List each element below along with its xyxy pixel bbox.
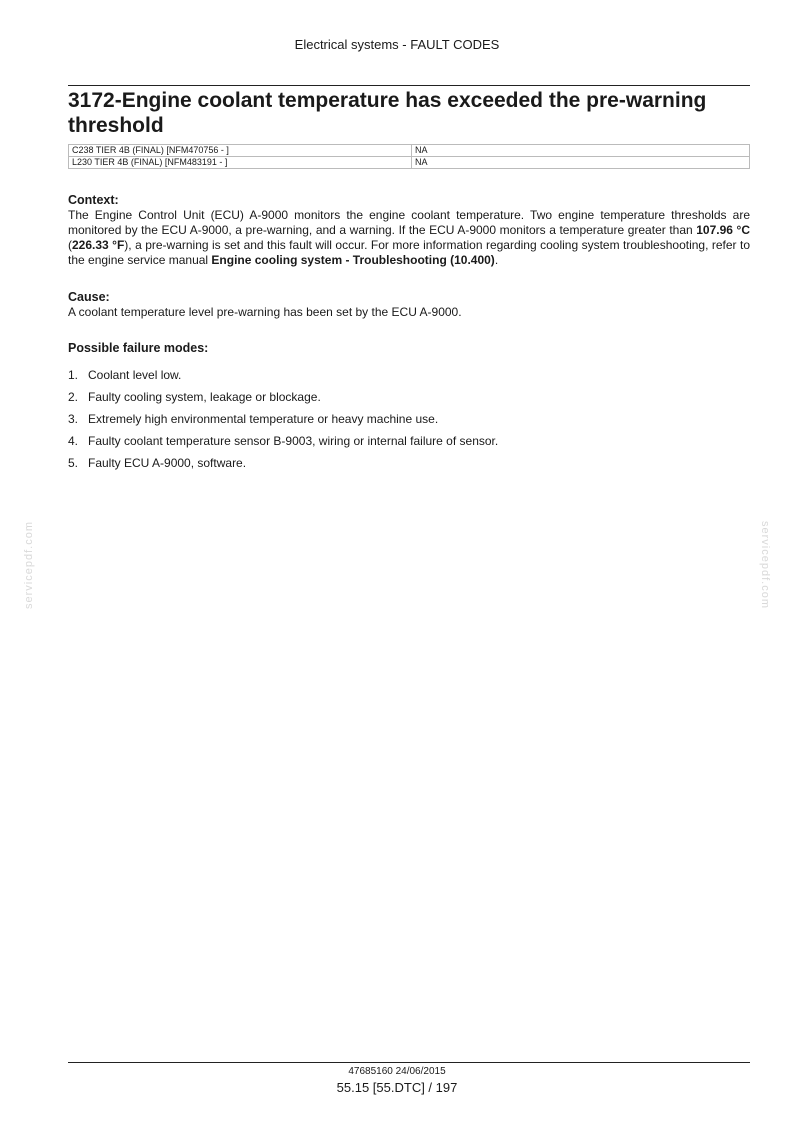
- failure-modes-heading: Possible failure modes:: [68, 341, 209, 355]
- list-item: [68, 456, 750, 478]
- list-item-number: 2.: [68, 390, 79, 404]
- list-item-text: Faulty ECU A-9000, software.: [88, 456, 247, 470]
- list-item: [68, 368, 750, 390]
- table-row: [69, 157, 750, 169]
- context-heading: Context:: [68, 193, 119, 207]
- bottom-divider: [68, 1062, 750, 1063]
- context-section: [68, 193, 750, 268]
- manual-reference: Engine cooling system - Troubleshooting (10.400): [211, 253, 495, 267]
- list-item-text: Faulty coolant temperature sensor B-9003, wiring or internal failure of sensor.: [88, 434, 499, 448]
- context-text-part: .: [494, 253, 499, 267]
- page-header: Electrical systems - FAULT CODES: [294, 37, 500, 52]
- value-cell: NA: [412, 157, 750, 169]
- top-divider: [68, 85, 750, 86]
- page-title: 3172-Engine coolant temperature has exceeded the pre-warning threshold: [68, 89, 707, 137]
- temperature-fahrenheit: 226.33 °F: [72, 238, 125, 252]
- document-code: 47685160 24/06/2015: [348, 1066, 446, 1077]
- model-applicability-table: [68, 144, 750, 169]
- context-text: [68, 208, 750, 268]
- list-item-number: 4.: [68, 434, 79, 448]
- context-text-part: ), a pre-warning is set and this fault will occur. For more information regarding cooling system troubleshooting, refer to the engine service manual: [68, 238, 751, 267]
- model-cell: L230 TIER 4B (FINAL) [NFM483191 - ]: [69, 157, 412, 169]
- cause-heading: Cause:: [68, 290, 110, 304]
- failure-modes-section: [68, 341, 750, 356]
- temperature-celsius: 107.96 °C: [696, 223, 750, 237]
- model-cell: C238 TIER 4B (FINAL) [NFM470756 - ]: [69, 145, 412, 157]
- context-text-part: (: [68, 238, 72, 252]
- list-item-number: 3.: [68, 412, 79, 426]
- list-item: [68, 412, 750, 434]
- list-item: [68, 390, 750, 412]
- context-text-part: The Engine Control Unit (ECU) A-9000 monitors the engine coolant temperature. Two engine temperature thresholds are monitored by the ECU A-9000, a pre-warning, and a warning. If the ECU A-9000 monitors a temperature greater than: [68, 208, 750, 237]
- list-item-text: Extremely high environmental temperature or heavy machine use.: [88, 412, 439, 426]
- list-item-number: 5.: [68, 456, 79, 470]
- list-item-text: Faulty cooling system, leakage or blockage.: [88, 390, 321, 404]
- failure-modes-list: [68, 368, 750, 478]
- cause-text: A coolant temperature level pre-warning has been set by the ECU A-9000.: [68, 305, 462, 319]
- cause-section: [68, 290, 750, 320]
- watermark-right: servicepdf.com: [759, 521, 771, 609]
- page-number: 55.15 [55.DTC] / 197: [336, 1080, 458, 1095]
- value-cell: NA: [412, 145, 750, 157]
- list-item-text: Coolant level low.: [88, 368, 182, 382]
- table-row: [69, 145, 750, 157]
- watermark-left: servicepdf.com: [23, 521, 35, 609]
- list-item: [68, 434, 750, 456]
- list-item-number: 1.: [68, 368, 79, 382]
